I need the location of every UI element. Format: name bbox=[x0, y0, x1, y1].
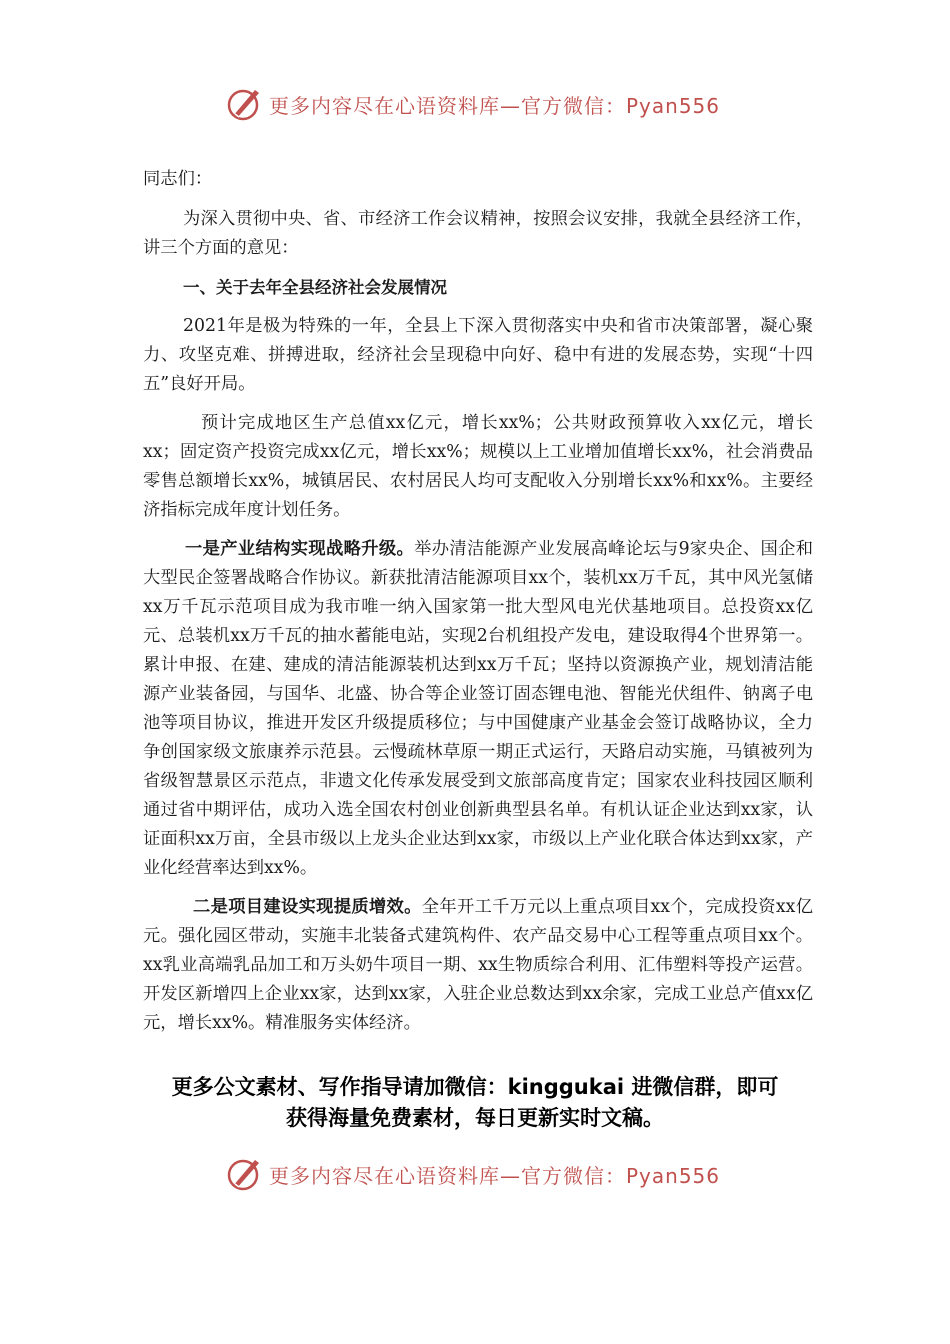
paragraph-projects bbox=[143, 893, 813, 1038]
promo-line-1: 更多公文素材、写作指导请加微信：kinggukai 进微信群，即可 bbox=[171, 1075, 779, 1099]
paragraph-2021: 2021年是极为特殊的一年，全县上下深入贯彻落实中央和省市决策部署，凝心聚力、攻坚克难、拼搏进取，经济社会呈现稳中向好、稳中有进的发展态势，实现“十四五”良好开局。 bbox=[143, 316, 813, 394]
header-banner-text: 更多内容尽在心语资料库—官方微信：Pyan556 bbox=[269, 93, 721, 118]
footer-banner-text: 更多内容尽在心语资料库—官方微信：Pyan556 bbox=[269, 1163, 721, 1188]
footer-banner bbox=[225, 1150, 745, 1198]
quill-pen-logo-icon bbox=[225, 1154, 265, 1194]
point2-lead: 二是项目建设实现提质增效。 bbox=[193, 897, 422, 917]
section-heading: 一、关于去年全县经济社会发展情况 bbox=[183, 278, 447, 297]
promo-block bbox=[120, 1072, 830, 1134]
intro-paragraph: 为深入贯彻中央、省、市经济工作会议精神，按照会议安排，我就全县经济工作，讲三个方面的意见： bbox=[143, 209, 813, 258]
document-body bbox=[143, 165, 813, 1038]
point1-lead: 一是产业结构实现战略升级。 bbox=[185, 539, 415, 559]
point2-body: 全年开工千万元以上重点项目xx个，完成投资xx亿元。强化园区带动，实施丰北装备式建筑构件、农产品交易中心工程等重点项目xx个。xx乳业高端乳品加工和万头奶牛项目一期、xx生物质综合利用、汇伟塑料等投产运营。开发区新增四上企业xx家，达到xx家，入驻企业总数达到xx余家，完成工业总产值xx亿元，增长xx%。精准服务实体经济。 bbox=[143, 897, 813, 1033]
paragraph-forecast: 预计完成地区生产总值xx亿元，增长xx%；公共财政预算收入xx亿元，增长xx；固定资产投资完成xx亿元，增长xx%；规模以上工业增加值增长xx%，社会消费品零售总额增长xx%，城镇居民、农村居民人均可支配收入分别增长xx%和xx%。主要经济指标完成年度计划任务。 bbox=[143, 413, 813, 520]
quill-pen-logo-icon bbox=[225, 84, 265, 124]
promo-line-2: 获得海量免费素材，每日更新实时文稿。 bbox=[286, 1106, 664, 1130]
header-banner bbox=[225, 80, 745, 128]
paragraph-industry bbox=[143, 535, 813, 883]
point1-body: 举办清洁能源产业发展高峰论坛与9家央企、国企和大型民企签署战略合作协议。新获批清洁能源项目xx个，装机xx万千瓦，其中风光氢储xx万千瓦示范项目成为我市唯一纳入国家第一批大型风电光伏基地项目。总投资xx亿元、总装机xx万千瓦的抽水蓄能电站，实现2台机组投产发电，建设取得4个世界第一。累计申报、在建、建成的清洁能源装机达到xx万千瓦；坚持以资源换产业，规划清洁能源产业装备园，与国华、北盛、协合等企业签订固态锂电池、智能光伏组件、钠离子电池等项目协议，推进开发区升级提质移位；与中国健康产业基金会签订战略协议，全力争创国家级文旅康养示范县。云慢疏林草原一期正式运行，天路启动实施，马镇被列为省级智慧景区示范点，非遗文化传承发展受到文旅部高度肯定；国家农业科技园区顺利通过省中期评估，成功入选全国农村创业创新典型县名单。有机认证企业达到xx家，认证面积xx万亩，全县市级以上龙头企业达到xx家，市级以上产业化联合体达到xx家，产业化经营率达到xx%。 bbox=[143, 539, 813, 878]
greeting: 同志们： bbox=[143, 169, 213, 189]
